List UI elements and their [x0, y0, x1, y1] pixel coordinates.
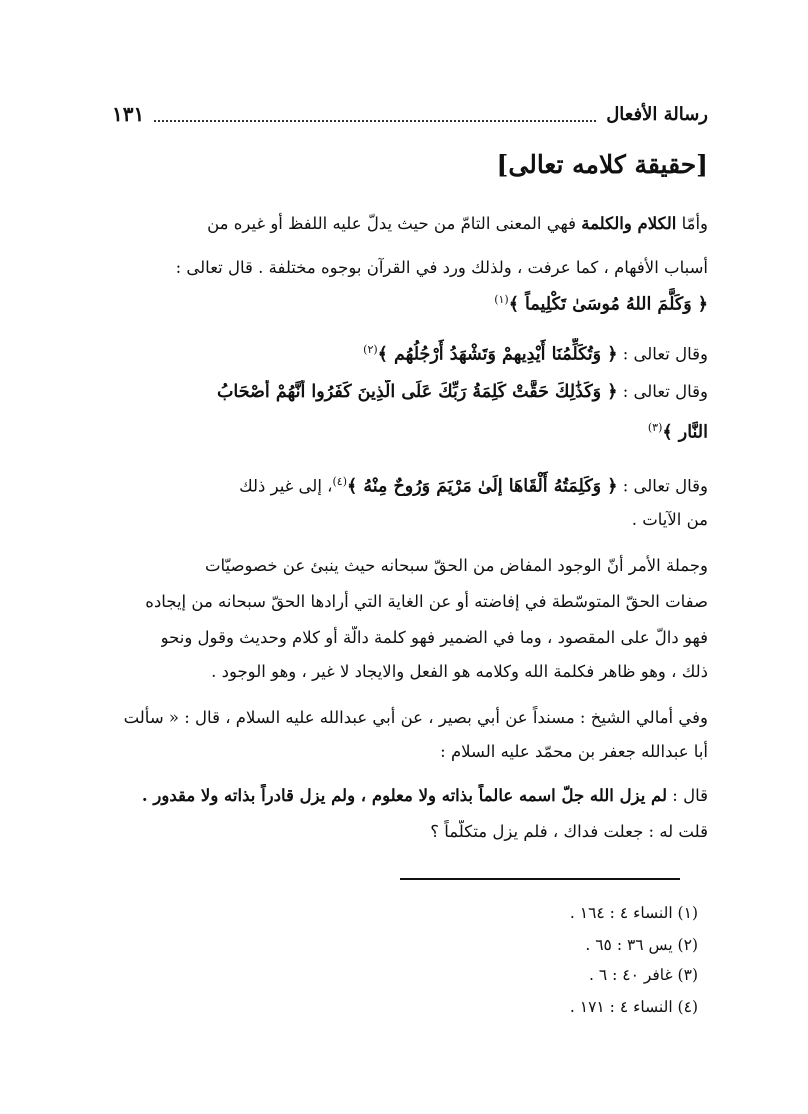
footnote-separator — [400, 878, 680, 880]
bold-quote: لم يزل الله جلّ اسمه عالماً بذاته ولا معلوم ، ولم يزل قادراً بذاته ولا مقدور . — [141, 786, 668, 805]
bold-term: الكلام والكلمة — [581, 214, 677, 233]
footnote-ref: (٢) — [363, 343, 378, 356]
text-line-8: من الآيات . — [631, 510, 708, 529]
text-line-5: وقال تعالى : ﴿ وَكَذَٰلِكَ حَقَّتْ كَلِمَةُ رَبِّكَ عَلَى الَّذِينَ كَفَرُوا أَنَّهُمْ أَصْحَابُ — [216, 382, 708, 402]
footnote-ref: (١) — [494, 293, 509, 306]
text-line-9: وجملة الأمر أنّ الوجود المفاض من الحقّ سبحانه حيث ينبئ عن خصوصيّات — [204, 556, 708, 575]
footnote-1: (١) النساء ٤ : ١٦٤ . — [569, 904, 698, 922]
text-line-6 — [648, 416, 708, 442]
quran-verse: ﴿ وَكَلَّمَ اللهُ مُوسَىٰ تَكْلِيماً ﴾ — [508, 294, 708, 314]
footnote-ref: (٣) — [647, 421, 663, 434]
running-header — [112, 98, 708, 130]
quran-verse: ﴿ وَكَلِمَتُهُ أَلْقَاهَا إِلَىٰ مَرْيَمَ وَرُوحٌ مِنْهُ ﴾ — [347, 476, 618, 496]
leader-dots — [154, 106, 596, 122]
page-number: ١٣١ — [112, 102, 145, 126]
text-line-16: قلت له : جعلت فداك ، فلم يزل متكلّماً ؟ — [430, 822, 708, 841]
text-line-11: فهو دالّ على المقصود ، وما في الضمير فهو كلمة دالّة أو كلام وحديث وقول ونحو — [160, 628, 708, 647]
text-line-1: وأمّا الكلام والكلمة فهي المعنى التامّ من حيث يدلّ عليه اللفظ أو غيره من — [207, 214, 708, 233]
footnote-3: (٣) غافر ٤٠ : ٦ . — [588, 966, 698, 984]
text-line-7: وقال تعالى : ﴿ وَكَلِمَتُهُ أَلْقَاهَا إِلَىٰ مَرْيَمَ وَرُوحٌ مِنْهُ ﴾$^{(٤)}$، إلى غير ذلك — [239, 475, 708, 496]
text-line-15: قال : لم يزل الله جلّ اسمه عالماً بذاته ولا معلوم ، ولم يزل قادراً بذاته ولا مقدور . — [141, 786, 708, 805]
quran-verse: ﴿ وَكَذَٰلِكَ حَقَّتْ كَلِمَةُ رَبِّكَ عَلَى الَّذِينَ كَفَرُوا أَنَّهُمْ أَصْحَابُ — [216, 382, 618, 402]
text-line-12: ذلك ، وهو ظاهر فكلمة الله وكلامه هو الفعل والايجاد لا غير ، وهو الوجود . — [211, 662, 708, 681]
text-line-2: أسباب الأفهام ، كما عرفت ، ولذلك ورد في القرآن بوجوه مختلفة . قال تعالى : — [175, 258, 708, 277]
text-line-14: أبا عبدالله جعفر بن محمّد عليه السلام : — [440, 742, 708, 761]
section-title: [حقيقة كلامه تعالى] — [496, 150, 708, 179]
footnote-4: (٤) النساء ٤ : ١٧١ . — [569, 998, 698, 1016]
text-line-13: وفي أمالي الشيخ : مسنداً عن أبي بصير ، عن أبي عبدالله عليه السلام ، قال : « سألت — [123, 708, 708, 727]
running-title: رسالة الأفعال — [606, 103, 708, 125]
text-line-10: صفات الحقّ المتوسّطة في إفاضته أو عن الغاية التي أرادها الحقّ سبحانه من إيجاده — [145, 592, 708, 611]
quran-verse: ﴿ وَتُكَلِّمُنَا أَيْدِيهِمْ وَتَشْهَدُ أَرْجُلُهُم ﴾ — [377, 344, 618, 364]
footnote-ref: (٤) — [332, 475, 347, 488]
quran-verse: النَّارِ ﴾ — [662, 422, 708, 442]
text-line-3 — [494, 288, 708, 314]
text-line-4: وقال تعالى : ﴿ وَتُكَلِّمُنَا أَيْدِيهِمْ وَتَشْهَدُ أَرْجُلُهُم ﴾$^{(٢)}$ — [363, 343, 708, 364]
footnote-2: (٢) يس ٣٦ : ٦٥ . — [585, 936, 698, 954]
